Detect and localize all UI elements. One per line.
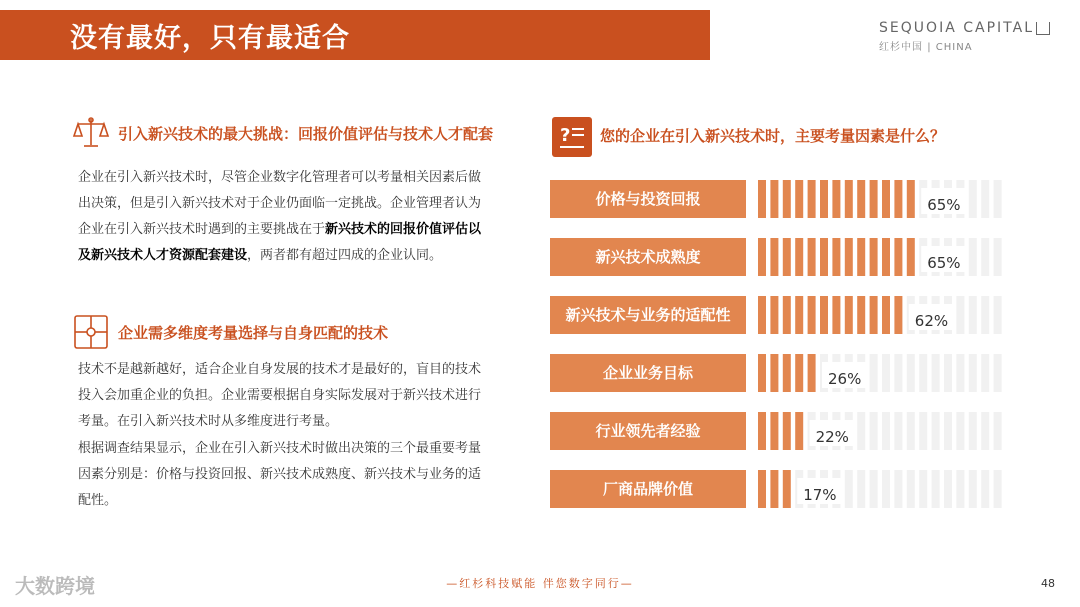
bar-segment: [808, 238, 816, 276]
track-segment: [944, 412, 952, 450]
track-segment: [956, 412, 964, 450]
bar-segment: [820, 180, 828, 218]
bar-segment: [808, 296, 816, 334]
bar-segment: [783, 296, 791, 334]
bar-segment: [870, 180, 878, 218]
bar-chart: [540, 170, 1040, 520]
track-segment: [882, 354, 890, 392]
bar-segment: [870, 238, 878, 276]
bar-segment: [845, 238, 853, 276]
bar-segment: [758, 470, 766, 508]
bar-segment: [758, 180, 766, 218]
value-label: 65%: [927, 254, 961, 272]
track-segment: [857, 470, 865, 508]
track-segment: [994, 354, 1002, 392]
section1-header: [72, 114, 493, 152]
track-segment: [969, 238, 977, 276]
page-title: 没有最好，只有最适合: [70, 22, 350, 54]
bar-segment: [882, 238, 890, 276]
category-label: 新兴技术成熟度: [595, 248, 701, 266]
track-segment: [907, 412, 915, 450]
bar-segment: [783, 180, 791, 218]
sequoia-logo: [879, 20, 1050, 53]
logo-mark-icon: [1036, 22, 1050, 35]
bar-segment: [820, 238, 828, 276]
bar-segment: [808, 354, 816, 392]
value-label: 26%: [828, 370, 862, 388]
track-segment: [956, 470, 964, 508]
scale-icon: [72, 114, 110, 152]
track-segment: [994, 470, 1002, 508]
bar-segment: [783, 412, 791, 450]
value-label: 22%: [815, 428, 849, 446]
track-segment: [894, 412, 902, 450]
bar-segment: [758, 296, 766, 334]
title-bar: [0, 10, 710, 60]
bar-segment: [783, 354, 791, 392]
bar-segment: [783, 238, 791, 276]
bar-segment: [894, 296, 902, 334]
track-segment: [969, 470, 977, 508]
bar-segment: [845, 180, 853, 218]
bar-segment: [795, 238, 803, 276]
track-segment: [956, 296, 964, 334]
bar-segment: [783, 470, 791, 508]
bar-segment: [770, 354, 778, 392]
section2-header: [72, 313, 388, 351]
bar-segment: [907, 238, 915, 276]
footer-slogan: —红杉科技赋能 伴您数字同行—: [446, 577, 634, 590]
track-segment: [944, 354, 952, 392]
section3-paragraph: 根据调查结果显示，企业在引入新兴技术时做出决策的三个最重要考量 因素分别是：价格与投资回报、新兴技术成熟度、新兴技术与业务的适 配性。: [78, 441, 482, 508]
track-segment: [981, 470, 989, 508]
track-segment: [969, 296, 977, 334]
chart-title: 您的企业在引入新兴技术时，主要考量因素是什么？: [600, 127, 946, 145]
track-segment: [981, 180, 989, 218]
track-segment: [882, 412, 890, 450]
question-icon: [552, 117, 592, 157]
track-segment: [932, 470, 940, 508]
section2-heading: 企业需多维度考量选择与自身匹配的技术: [118, 323, 389, 342]
bar-segment: [770, 296, 778, 334]
bar-segment: [808, 180, 816, 218]
track-segment: [894, 470, 902, 508]
bar-segment: [832, 296, 840, 334]
bar-segment: [845, 296, 853, 334]
track-segment: [969, 180, 977, 218]
bar-segment: [832, 238, 840, 276]
bar-segment: [758, 412, 766, 450]
track-segment: [956, 354, 964, 392]
track-segment: [919, 412, 927, 450]
track-segment: [857, 412, 865, 450]
bar-segment: [882, 180, 890, 218]
track-segment: [994, 412, 1002, 450]
track-segment: [994, 296, 1002, 334]
section2-paragraph: 技术不是越新越好，适合企业自身发展的技术才是最好的，盲目的技术 投入会加重企业的负担。企业需要根据自身实际发展对于新兴技术进行 考量。在引入新兴技术时从多维度进行考量。: [78, 362, 482, 429]
bar-segment: [770, 238, 778, 276]
track-segment: [870, 412, 878, 450]
track-segment: [870, 470, 878, 508]
category-label: 厂商品牌价值: [602, 480, 694, 498]
section1-heading: 引入新兴技术的最大挑战：回报价值评估与技术人才配套: [118, 124, 494, 143]
track-segment: [845, 470, 853, 508]
track-segment: [907, 354, 915, 392]
value-label: 17%: [803, 486, 837, 504]
track-segment: [870, 354, 878, 392]
svg-text:?: ?: [560, 125, 571, 146]
watermark: 大数跨境: [15, 574, 95, 598]
track-segment: [932, 412, 940, 450]
track-segment: [969, 354, 977, 392]
track-segment: [919, 354, 927, 392]
track-segment: [932, 354, 940, 392]
category-label: 行业领先者经验: [595, 422, 701, 440]
bar-segment: [832, 180, 840, 218]
value-label: 65%: [927, 196, 961, 214]
bar-segment: [894, 238, 902, 276]
bar-segment: [795, 412, 803, 450]
bar-segment: [870, 296, 878, 334]
track-segment: [907, 470, 915, 508]
track-segment: [981, 354, 989, 392]
bar-segment: [795, 354, 803, 392]
page-number: 48: [1041, 577, 1055, 590]
value-label: 62%: [914, 312, 949, 330]
bar-segment: [795, 296, 803, 334]
track-segment: [969, 412, 977, 450]
track-segment: [894, 354, 902, 392]
question-glyph-icon: [552, 117, 592, 157]
track-segment: [944, 470, 952, 508]
bar-segment: [857, 296, 865, 334]
track-segment: [994, 238, 1002, 276]
logo-text: SEQUOIA CAPITAL: [879, 20, 1034, 36]
bar-segment: [907, 180, 915, 218]
bar-segment: [770, 470, 778, 508]
category-label: 价格与投资回报: [595, 190, 701, 208]
section1-paragraph: 企业在引入新兴技术时，尽管企业数字化管理者可以考量相关因素后做 出决策，但是引入新兴技术对于企业仍面临一定挑战。企业管理者认为 企业在引入新兴技术时遇到的主要挑战在于新兴技术的回报价值评估以 及新兴技术人才资源配套建设，两者都有超过四成的企业认同。: [78, 170, 482, 263]
track-segment: [919, 470, 927, 508]
bar-segment: [857, 238, 865, 276]
category-label: 新兴技术与业务的适配性: [565, 306, 731, 324]
track-segment: [994, 180, 1002, 218]
bar-segment: [770, 180, 778, 218]
track-segment: [981, 296, 989, 334]
bar-segment: [857, 180, 865, 218]
bar-segment: [770, 412, 778, 450]
track-segment: [882, 470, 890, 508]
track-segment: [981, 412, 989, 450]
bar-segment: [882, 296, 890, 334]
track-segment: [981, 238, 989, 276]
category-label: 企业业务目标: [602, 364, 694, 382]
logo-subtext: 红杉中国 | CHINA: [879, 42, 973, 53]
bar-segment: [820, 296, 828, 334]
bar-segment: [758, 354, 766, 392]
puzzle-icon: [72, 313, 110, 351]
bar-segment: [795, 180, 803, 218]
bar-segment: [758, 238, 766, 276]
bar-segment: [894, 180, 902, 218]
